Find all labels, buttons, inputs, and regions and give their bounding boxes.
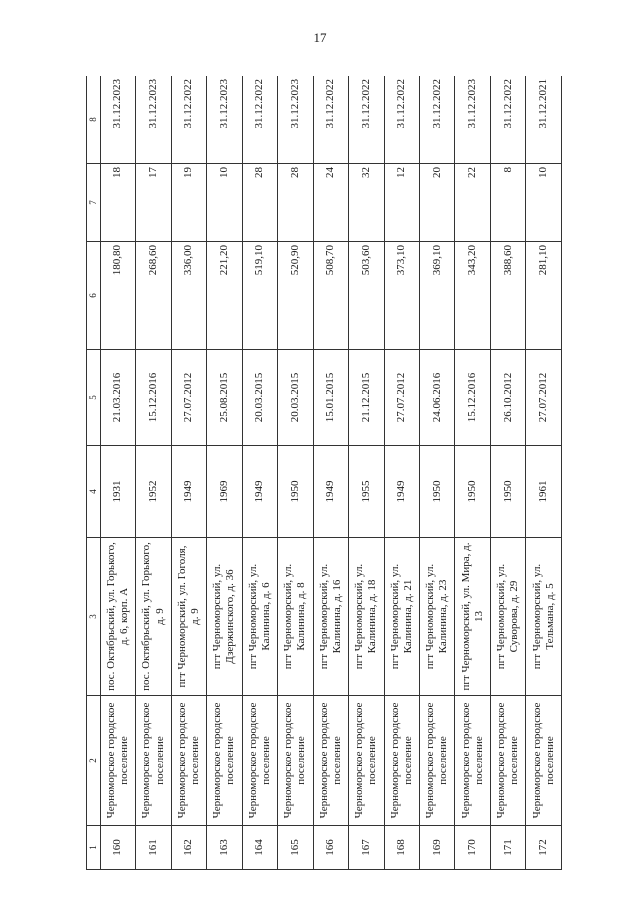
residents-count-cell: 28 [242,164,277,242]
recognition-date-cell: 21.12.2015 [349,350,384,446]
area-cell: 519,10 [242,242,277,350]
municipality-cell: Черноморское городское поселение [490,696,525,826]
planned-date-cell: 31.12.2021 [526,76,562,164]
residents-count-cell: 8 [490,164,525,242]
planned-date-cell: 31.12.2022 [349,76,384,164]
table-row [171,76,206,870]
municipality-cell: Черноморское городское поселение [420,696,455,826]
recognition-date-cell: 24.06.2016 [420,350,455,446]
area-cell: 343,20 [455,242,490,350]
residents-count-cell: 24 [313,164,348,242]
recognition-date-cell: 27.07.2012 [171,350,206,446]
row-number-cell: 160 [100,826,135,870]
area-cell: 180,80 [100,242,135,350]
year-built-cell: 1931 [100,446,135,538]
municipality-cell: Черноморское городское поселение [313,696,348,826]
year-built-cell: 1949 [171,446,206,538]
column-number-header: 5 [87,350,101,446]
row-number-cell: 171 [490,826,525,870]
area-cell: 369,10 [420,242,455,350]
rotated-table-frame [86,76,562,870]
recognition-date-cell: 25.08.2015 [207,350,242,446]
planned-date-cell: 31.12.2023 [278,76,313,164]
row-number-cell: 162 [171,826,206,870]
address-cell: пгт Черноморский, ул. Калинина, д. 18 [349,538,384,696]
municipality-cell: Черноморское городское поселение [171,696,206,826]
table-row [136,76,171,870]
recognition-date-cell: 27.07.2012 [384,350,419,446]
table-row [384,76,419,870]
column-number-header: 6 [87,242,101,350]
planned-date-cell: 31.12.2023 [100,76,135,164]
row-number-cell: 168 [384,826,419,870]
address-cell: пгт Черноморский, ул. Калинина, д. 21 [384,538,419,696]
municipality-cell: Черноморское городское поселение [136,696,171,826]
year-built-cell: 1949 [313,446,348,538]
column-number-header: 7 [87,164,101,242]
residents-count-cell: 17 [136,164,171,242]
table-row [490,76,525,870]
recognition-date-cell: 27.07.2012 [526,350,562,446]
year-built-cell: 1955 [349,446,384,538]
housing-register-table [86,76,562,870]
residents-count-cell: 10 [526,164,562,242]
area-cell: 508,70 [313,242,348,350]
municipality-cell: Черноморское городское поселение [349,696,384,826]
row-number-cell: 161 [136,826,171,870]
residents-count-cell: 12 [384,164,419,242]
address-cell: пгт Черноморский, ул. Дзержинского, д. 36 [207,538,242,696]
recognition-date-cell: 26.10.2012 [490,350,525,446]
year-built-cell: 1969 [207,446,242,538]
municipality-cell: Черноморское городское поселение [384,696,419,826]
page-number: 17 [313,30,327,45]
year-built-cell: 1952 [136,446,171,538]
address-cell: пгт Черноморский, ул. Мира, д. 13 [455,538,490,696]
planned-date-cell: 31.12.2022 [313,76,348,164]
year-built-cell: 1950 [278,446,313,538]
rotated-table-region [86,76,562,870]
row-number-cell: 169 [420,826,455,870]
planned-date-cell: 31.12.2022 [384,76,419,164]
column-number-header: 2 [87,696,101,826]
residents-count-cell: 19 [171,164,206,242]
table-row [313,76,348,870]
row-number-cell: 167 [349,826,384,870]
year-built-cell: 1950 [490,446,525,538]
planned-date-cell: 31.12.2023 [136,76,171,164]
area-cell: 503,60 [349,242,384,350]
municipality-cell: Черноморское городское поселение [100,696,135,826]
column-number-header: 8 [87,76,101,164]
recognition-date-cell: 20.03.2015 [242,350,277,446]
row-number-cell: 165 [278,826,313,870]
recognition-date-cell: 21.03.2016 [100,350,135,446]
recognition-date-cell: 20.03.2015 [278,350,313,446]
column-number-header: 1 [87,826,101,870]
address-cell: пгт Черноморский, ул. Калинина, д. 8 [278,538,313,696]
municipality-cell: Черноморское городское поселение [207,696,242,826]
row-number-cell: 164 [242,826,277,870]
planned-date-cell: 31.12.2023 [207,76,242,164]
area-cell: 520,90 [278,242,313,350]
residents-count-cell: 28 [278,164,313,242]
area-cell: 281,10 [526,242,562,350]
row-number-cell: 163 [207,826,242,870]
table-row [420,76,455,870]
residents-count-cell: 22 [455,164,490,242]
table-row [100,76,135,870]
row-number-cell: 170 [455,826,490,870]
area-cell: 373,10 [384,242,419,350]
area-cell: 388,60 [490,242,525,350]
area-cell: 336,00 [171,242,206,350]
year-built-cell: 1961 [526,446,562,538]
column-number-header: 3 [87,538,101,696]
recognition-date-cell: 15.12.2016 [455,350,490,446]
table-row [349,76,384,870]
area-cell: 268,60 [136,242,171,350]
recognition-date-cell: 15.01.2015 [313,350,348,446]
address-cell: пгт Черноморский, ул. Калинина, д. 16 [313,538,348,696]
municipality-cell: Черноморское городское поселение [242,696,277,826]
area-cell: 221,20 [207,242,242,350]
address-cell: пос. Октябрьский, ул. Горького, д. 6, корп. А [100,538,135,696]
year-built-cell: 1949 [242,446,277,538]
table-row [455,76,490,870]
address-cell: пгт Черноморский, ул. Суворова, д. 29 [490,538,525,696]
planned-date-cell: 31.12.2023 [455,76,490,164]
recognition-date-cell: 15.12.2016 [136,350,171,446]
row-number-cell: 172 [526,826,562,870]
residents-count-cell: 10 [207,164,242,242]
address-cell: пос. Октябрьский, ул. Горького, д. 9 [136,538,171,696]
residents-count-cell: 32 [349,164,384,242]
address-cell: пгт Черноморский, ул. Гоголя, д. 9 [171,538,206,696]
year-built-cell: 1950 [455,446,490,538]
planned-date-cell: 31.12.2022 [171,76,206,164]
address-cell: пгт Черноморский, ул. Тельмана, д. 5 [526,538,562,696]
municipality-cell: Черноморское городское поселение [526,696,562,826]
address-cell: пгт Черноморский, ул. Калинина, д. 23 [420,538,455,696]
table-row [207,76,242,870]
year-built-cell: 1949 [384,446,419,538]
year-built-cell: 1950 [420,446,455,538]
table-row [242,76,277,870]
residents-count-cell: 18 [100,164,135,242]
table-row [526,76,562,870]
residents-count-cell: 20 [420,164,455,242]
column-number-header-row [87,76,101,870]
planned-date-cell: 31.12.2022 [242,76,277,164]
row-number-cell: 166 [313,826,348,870]
table-row [278,76,313,870]
municipality-cell: Черноморское городское поселение [455,696,490,826]
planned-date-cell: 31.12.2022 [490,76,525,164]
planned-date-cell: 31.12.2022 [420,76,455,164]
column-number-header: 4 [87,446,101,538]
address-cell: пгт Черноморский, ул. Калинина, д. 6 [242,538,277,696]
municipality-cell: Черноморское городское поселение [278,696,313,826]
